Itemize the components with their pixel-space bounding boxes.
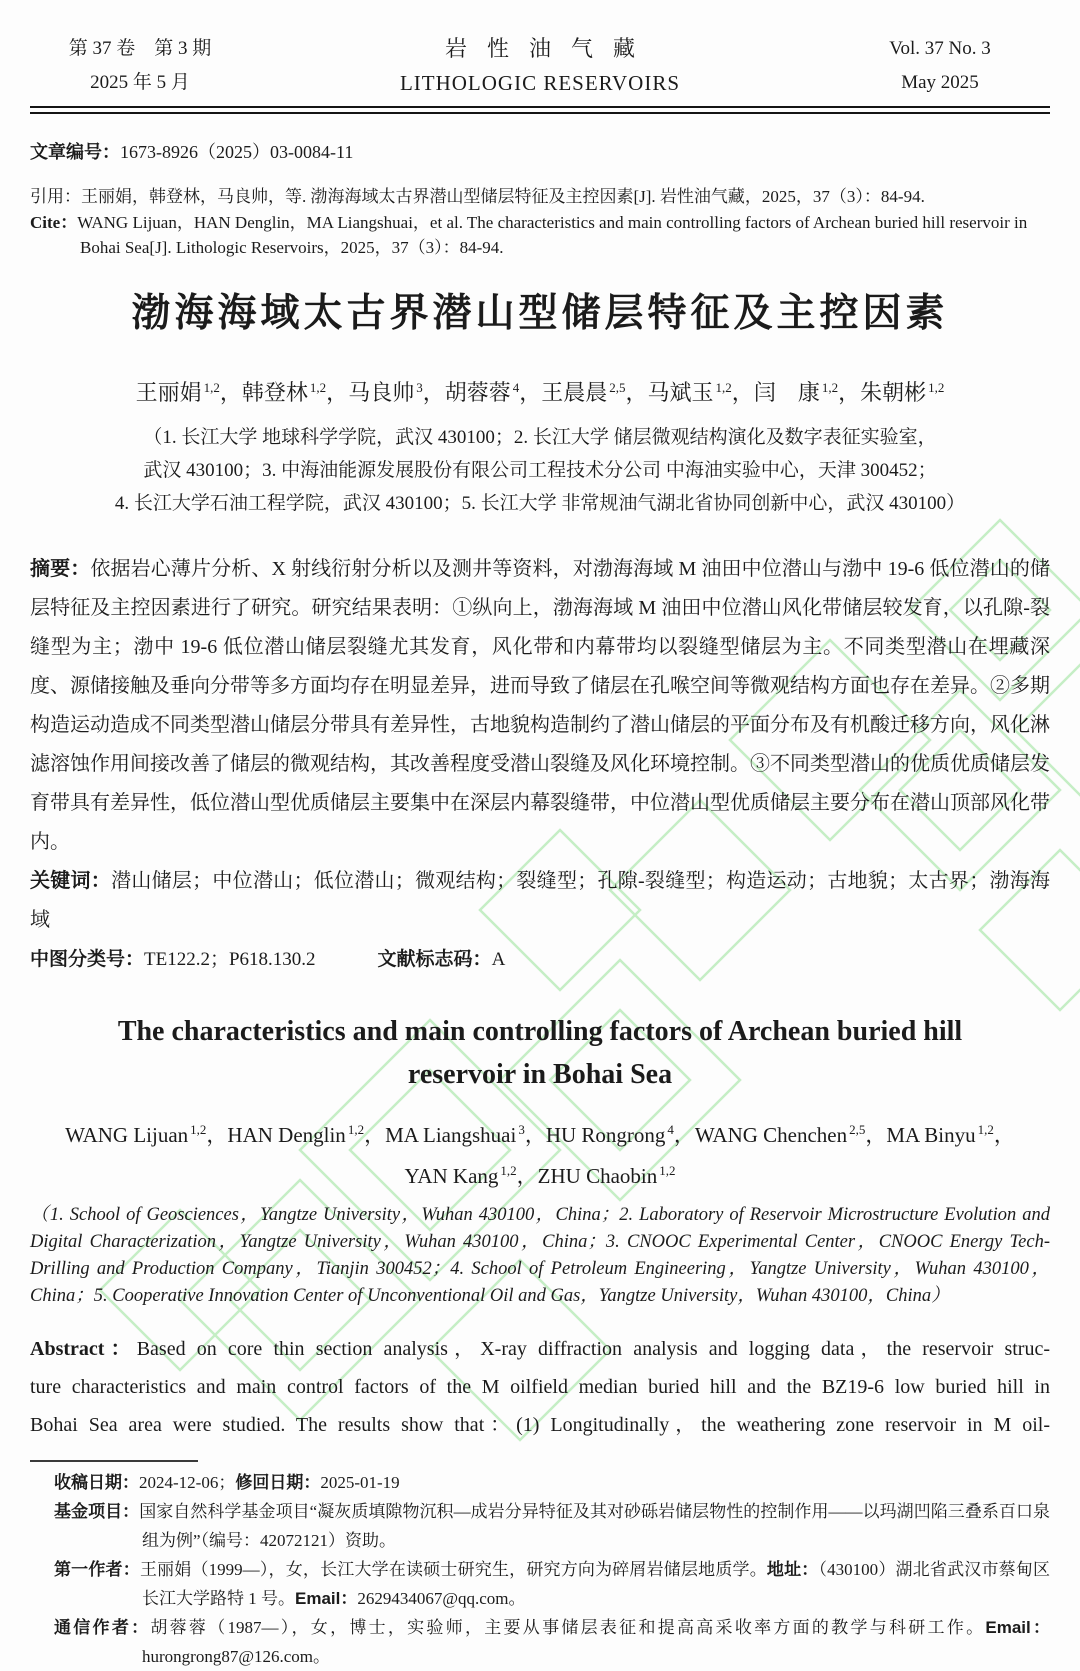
clc-label: 中图分类号： — [30, 949, 145, 970]
journal-volume-issue-cn: 第 37 卷 第 3 期 — [68, 38, 212, 59]
journal-header-right — [830, 32, 1050, 100]
author-affiliation-superscript: 1,2 — [659, 1163, 676, 1178]
journal-name-cn: 岩性油气藏 — [444, 36, 655, 61]
journal-date-en: May 2025 — [901, 72, 979, 93]
affiliations-en: （1. School of Geosciences，Yangtze University，Wuhan 430100，China；2. Laboratory of Reservoir Microstructure Evolution and Digital Characterization，Yangtze University，Wuhan 430100，China；3. CNOOC Experimental Center，CNOOC Energy Tech-Drilling and Production Company，Tianjin 300452；4. School of Petroleum Engineering，Yangtze University，Wuhan 430100，China；5. Cooperative Innovation Center of Unconventional Oil and Gas，Yangtze University，Wuhan 430100，China） — [30, 1205, 1050, 1306]
citation-cn-row — [30, 184, 1050, 209]
abstract-en-label: Abstract： — [30, 1338, 137, 1360]
author-affiliation-superscript: 1,2 — [309, 379, 327, 395]
journal-header — [30, 32, 1050, 100]
authors-en-line1: WANG Lijuan $^{1,2}$，HAN Denglin $^{1,2}$，MA Liangshuai $^3$，HU Rongrong $^4$，WANG Chenchen $^{2,5}$，MA Binyu $^{1,2}$， — [65, 1122, 1015, 1147]
clc-value: TE122.2；P618.130.2 — [144, 949, 316, 970]
affiliations-cn — [30, 421, 1050, 520]
doc-code-value: A — [491, 949, 506, 970]
footnote-label: 第一作者： — [54, 1560, 140, 1579]
journal-header-center — [250, 32, 830, 100]
footnote-label: 基金项目： — [54, 1502, 140, 1521]
text-line: 武汉 430100；3. 中海油能源发展股份有限公司工程技术分公司 中海油实验中心，天津 300452； — [143, 460, 937, 481]
footnote-label: 修回日期： — [235, 1473, 321, 1492]
footnote-label: Email： — [985, 1618, 1051, 1637]
journal-date-cn: 2025 年 5 月 — [90, 72, 190, 93]
footnote-line — [54, 1468, 1050, 1497]
footnotes — [54, 1468, 1050, 1671]
author-affiliation-superscript: 1,2 — [715, 379, 732, 395]
footnote-line — [54, 1613, 1050, 1671]
abstract-en-line1 — [30, 1330, 1050, 1368]
author-name: 马斌玉 $^{1,2}$ — [647, 379, 732, 405]
author-affiliation-superscript: 1,2 — [500, 1163, 517, 1178]
authors-en-line2: YAN Kang $^{1,2}$，ZHU Chaobin $^{1,2}$ — [404, 1163, 676, 1188]
abstract-en-line2: ture characteristics and main control factors of the M oilfield median buried hill and the BZ19-6 low buried hill in — [30, 1376, 1050, 1398]
author-name: WANG Chenchen $^{2,5}$ — [694, 1122, 866, 1147]
article-title-en — [30, 1010, 1050, 1096]
text-line: （1. 长江大学 地球科学学院，武汉 430100；2. 长江大学 储层微观结构演化及数字表征实验室， — [143, 427, 937, 448]
author-name: 闫 康 $^{1,2}$ — [753, 379, 839, 405]
footnote-line — [54, 1497, 1050, 1555]
footnote-line — [54, 1555, 1050, 1613]
author-name: HAN Denglin $^{1,2}$ — [227, 1122, 365, 1147]
author-name: YAN Kang $^{1,2}$ — [404, 1163, 517, 1188]
author-affiliation-superscript: 3 — [518, 1122, 525, 1137]
header-double-rule — [30, 106, 1050, 114]
author-name: 马良帅 $^3$ — [348, 379, 423, 405]
citation-cn-label: 引用： — [30, 187, 81, 206]
footnote-text: 2629434067@qq.com。 — [357, 1589, 526, 1608]
author-affiliation-superscript: 4 — [667, 1122, 674, 1137]
article-title-en-line2: reservoir in Bohai Sea — [407, 1059, 673, 1090]
citation-cn-text: 王丽娟，韩登林，马良帅，等. 渤海海域太古界潜山型储层特征及主控因素[J]. 岩性油气藏，2025，37（3）：84-94. — [81, 187, 925, 206]
article-id-label: 文章编号： — [30, 142, 120, 162]
article-id-row — [30, 138, 1050, 164]
footnote-label: 地址： — [766, 1560, 819, 1579]
author-name: ZHU Chaobin $^{1,2}$ — [537, 1163, 676, 1188]
keywords-cn — [30, 862, 1050, 940]
author-affiliation-superscript: 1,2 — [190, 1122, 207, 1137]
journal-volume-issue-en: Vol. 37 No. 3 — [889, 38, 991, 59]
clc-row — [30, 944, 1050, 976]
author-affiliation-superscript: 4 — [512, 379, 520, 395]
journal-header-left — [30, 32, 250, 100]
author-affiliation-superscript: 1,2 — [203, 379, 220, 395]
author-affiliation-superscript: 1,2 — [977, 1122, 994, 1137]
author-affiliation-superscript: 1,2 — [928, 379, 945, 395]
author-affiliation-superscript: 3 — [416, 379, 423, 395]
footnote-label: Email： — [295, 1589, 358, 1608]
footnote-label: 通信作者： — [54, 1618, 151, 1637]
author-name: 朱朝彬 $^{1,2}$ — [860, 379, 945, 405]
author-name: MA Liangshuai $^3$ — [385, 1122, 525, 1147]
abstract-cn-label: 摘要： — [30, 558, 91, 580]
keywords-cn-text: 潜山储层；中位潜山；低位潜山；微观结构；裂缝型；孔隙-裂缝型；构造运动；古地貌；太古界；渤海海域 — [30, 870, 1050, 931]
footnote-text: 胡蓉蓉（1987—），女，博士，实验师，主要从事储层表征和提高高采收率方面的教学与科研工作。 — [150, 1618, 986, 1637]
footnote-label: 收稿日期： — [54, 1473, 139, 1492]
journal-name-en: LITHOLOGIC RESERVOIRS — [399, 71, 681, 95]
text-line: 4. 长江大学石油工程学院，武汉 430100；5. 长江大学 非常规油气湖北省协同创新中心，武汉 430100） — [114, 493, 966, 514]
footnote-text: hurongrong87@126.com。 — [142, 1647, 330, 1666]
article-title-en-line1: The characteristics and main controlling factors of Archean buried hill — [117, 1016, 963, 1047]
author-name: 王晨晨 $^{2,5}$ — [541, 379, 626, 405]
article-id-value: 1673-8926（2025）03-0084-11 — [120, 142, 354, 162]
author-affiliation-superscript: 2,5 — [849, 1122, 866, 1137]
footnote-divider — [30, 1460, 198, 1462]
author-name: WANG Lijuan $^{1,2}$ — [65, 1122, 207, 1147]
abstract-cn — [30, 550, 1050, 862]
footnote-text: （430100）湖北省武汉市蔡甸区长江大学路特 1 号。 — [142, 1560, 1051, 1608]
citation-en-text: WANG Lijuan，HAN Denglin，MA Liangshuai，et al. The characteristics and main controlling factors of Archean buried hill reservoir in Bohai Sea[J]. Lithologic Reservoirs，2025，37（3）：84-94. — [77, 213, 1028, 257]
author-affiliation-superscript: 1,2 — [347, 1122, 365, 1137]
abstract-cn-text: 依据岩心薄片分析、X 射线衍射分析以及测井等资料，对渤海海域 M 油田中位潜山与渤中 19-6 低位潜山的储层特征及主控因素进行了研究。研究结果表明：①纵向上，渤海海域 M 油田中位潜山风化带储层较发育，以孔隙-裂缝型为主；渤中 19-6 低位潜山储层裂缝尤其发育，风化带和内幕带均以裂缝型储层为主。不同类型潜山在埋藏深度、源储接触及垂向分带等多方面均存在明显差异，进而导致了储层在孔喉空间等微观结构方面也存在差异。②多期构造运动造成不同类型潜山储层分带具有差异性，古地貌构造制约了潜山储层的平面分布及有机酸迁移方向，风化淋滤溶蚀作用间接改善了储层的微观结构，其改善程度受潜山裂缝及风化环境控制。③不同类型潜山的优质优质储层发育带具有差异性，低位潜山型优质储层主要集中在深层内幕裂缝带，中位潜山型优质储层主要分布在潜山顶部风化带内。 — [30, 558, 1051, 853]
authors-cn: 王丽娟 $^{1,2}$，韩登林 $^{1,2}$，马良帅 $^3$，胡蓉蓉 $^4$，王晨晨 $^{2,5}$，马斌玉 $^{1,2}$，闫 康 $^{1,2}$，朱朝彬 $^{1,2}$ — [135, 379, 945, 405]
article-title-cn: 渤海海域太古界潜山型储层特征及主控因素 — [131, 292, 949, 335]
author-name: HU Rongrong $^4$ — [545, 1122, 674, 1147]
author-affiliation-superscript: 2,5 — [609, 379, 626, 395]
author-name: 韩登林 $^{1,2}$ — [241, 379, 327, 405]
footnote-text: 2024-12-06； — [139, 1473, 236, 1492]
abstract-en — [30, 1330, 1050, 1444]
keywords-cn-label: 关键词： — [30, 870, 112, 892]
citation-en-row — [30, 210, 1050, 260]
footnote-text: 2025-01-19 — [320, 1473, 400, 1492]
authors-en — [30, 1112, 1050, 1194]
citation-en-label: Cite： — [30, 213, 78, 232]
abstract-en-text1: Based on core thin section analysis，X-ray diffraction analysis and logging data，the reservoir struc- — [136, 1338, 1050, 1360]
footnote-text: 国家自然科学基金项目“凝灰质填隙物沉积—成岩分异特征及其对砂砾岩储层物性的控制作用——以玛湖凹陷三叠系百口泉组为例”（编号：42072121）资助。 — [139, 1502, 1050, 1550]
abstract-en-line3: Bohai Sea area were studied. The results show that：(1) Longitudinally，the weathering zone reservoir in M oil- — [30, 1414, 1050, 1436]
author-name: MA Binyu $^{1,2}$ — [886, 1122, 994, 1147]
author-name: 胡蓉蓉 $^4$ — [444, 379, 520, 405]
author-affiliation-superscript: 1,2 — [821, 379, 839, 395]
author-name: 王丽娟 $^{1,2}$ — [135, 379, 220, 405]
doc-code-label: 文献标志码： — [377, 949, 492, 970]
footnote-text: 王丽娟（1999—），女，长江大学在读硕士研究生，研究方向为碎屑岩储层地质学。 — [139, 1560, 767, 1579]
